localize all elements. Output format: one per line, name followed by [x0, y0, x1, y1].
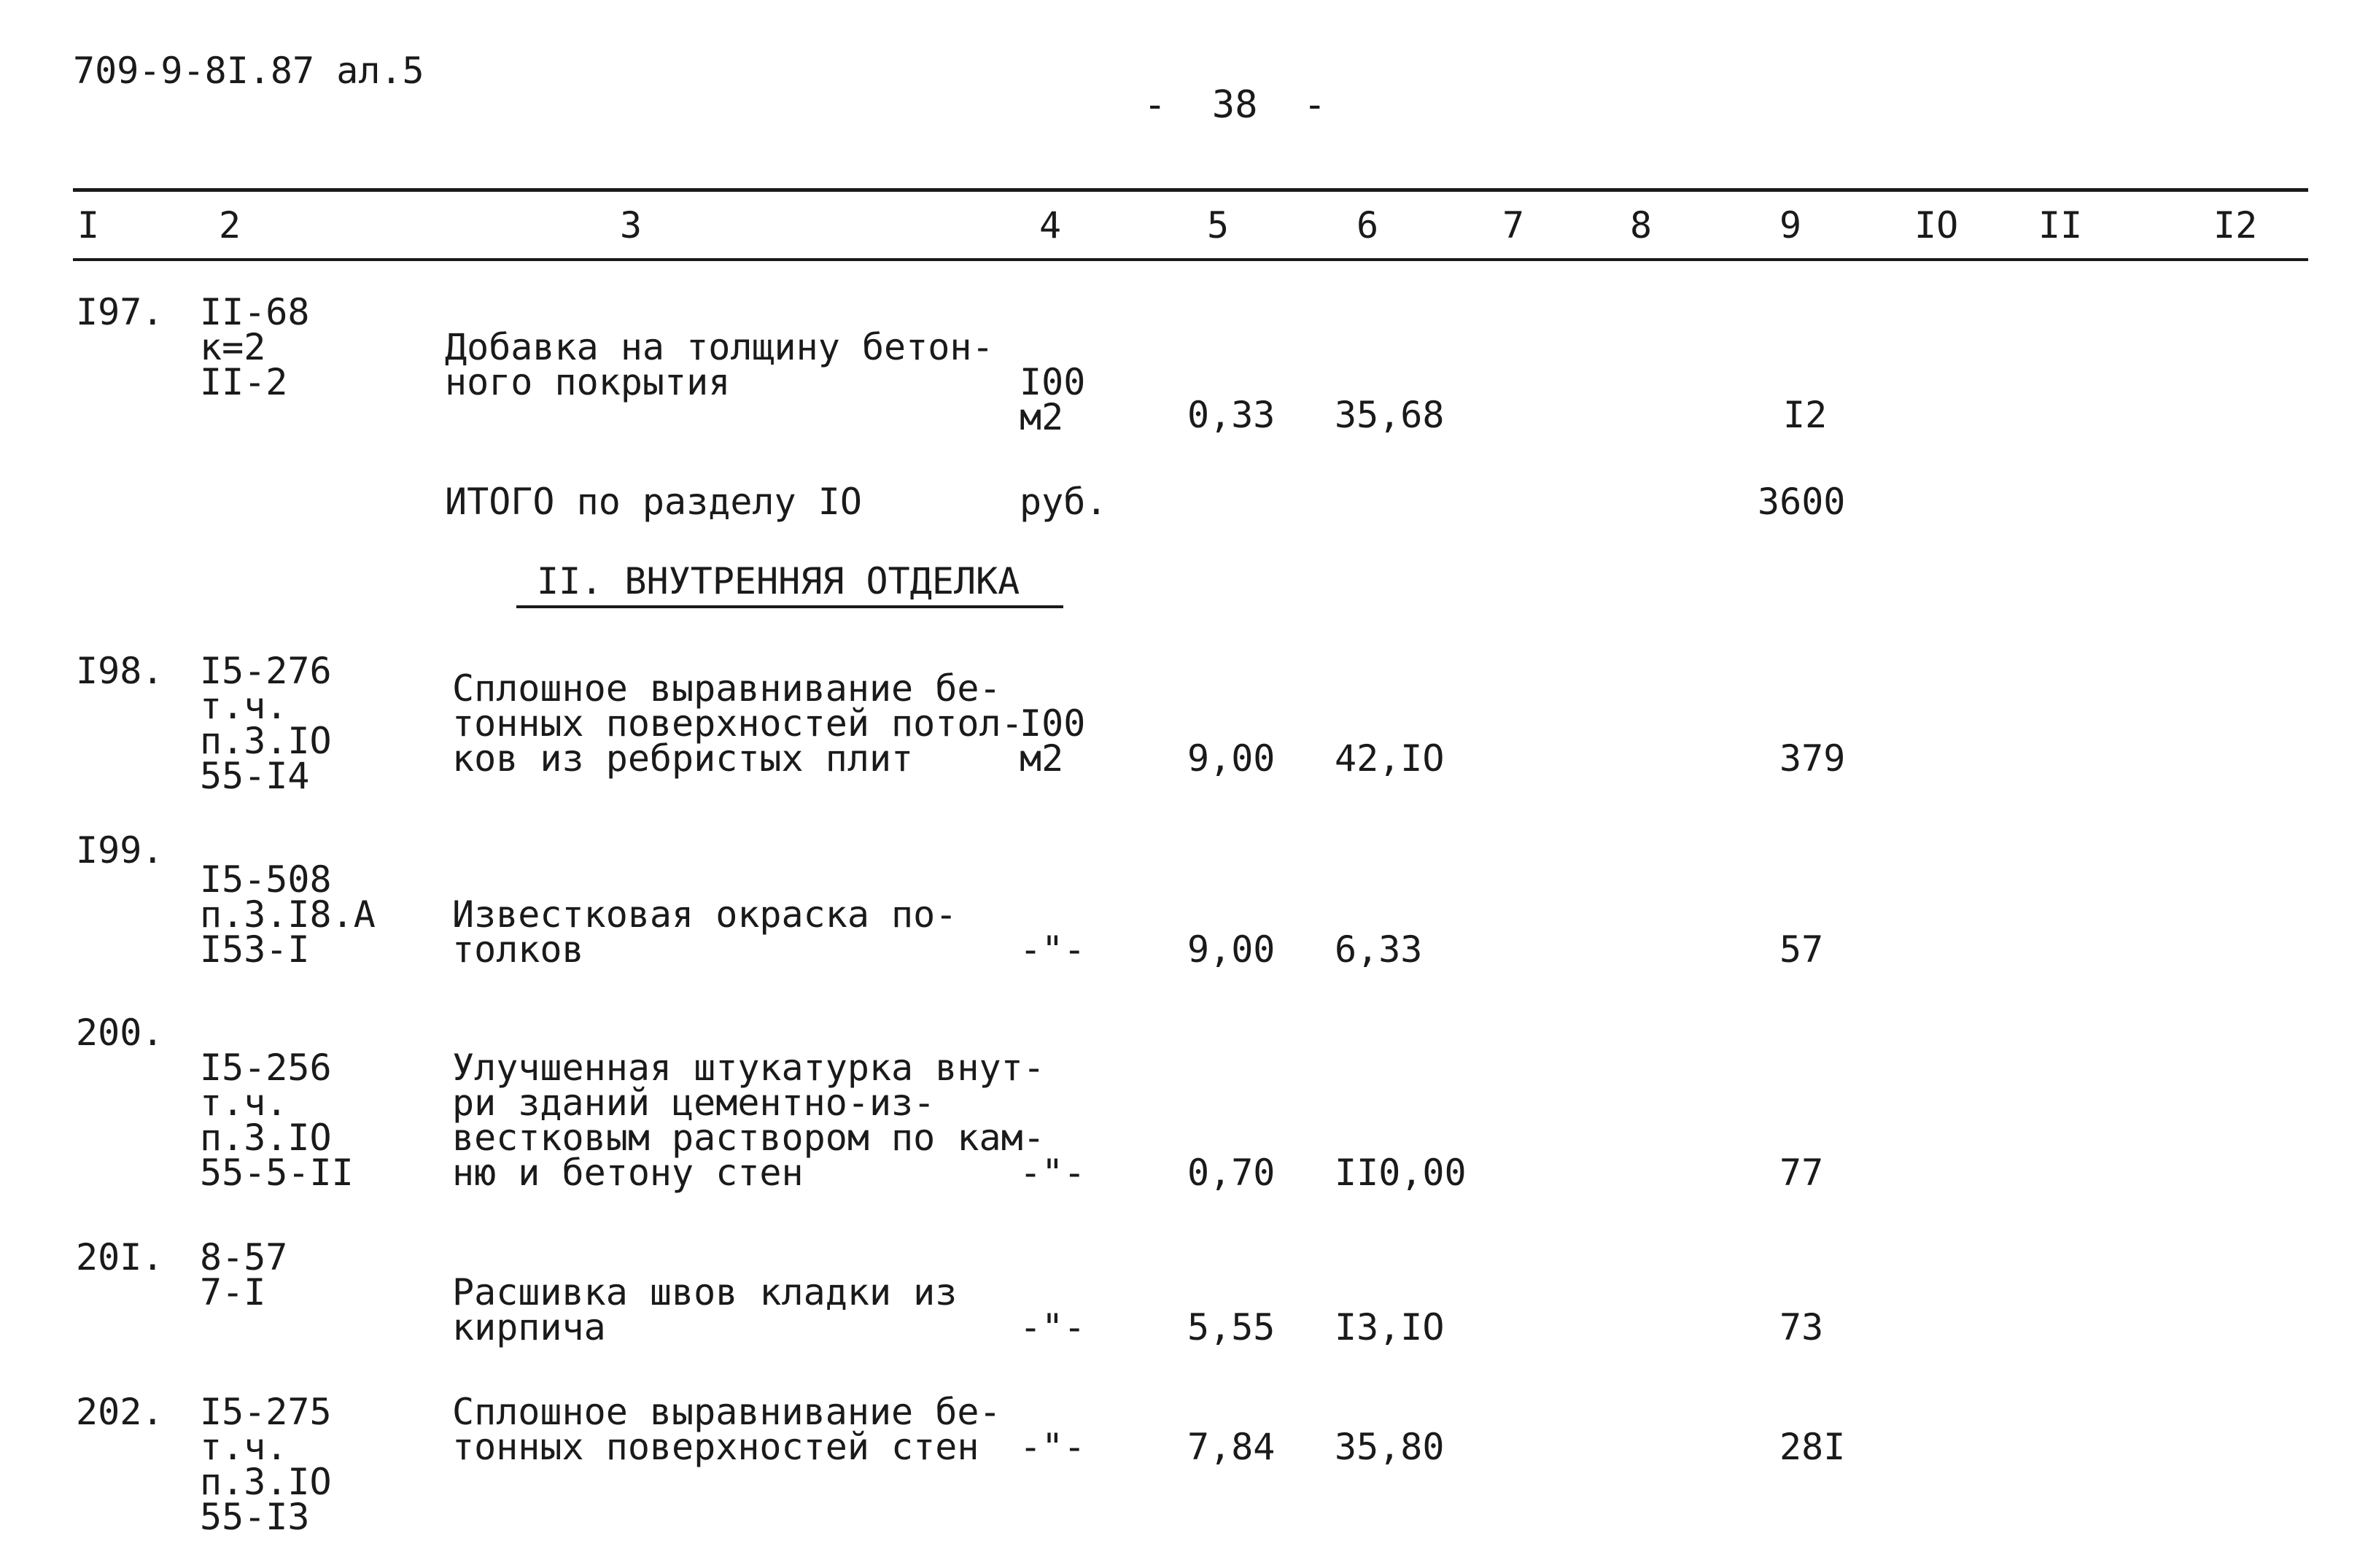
row-unit: -"- — [1020, 928, 1086, 971]
row-description: Известковая окраска по- толков — [452, 893, 958, 971]
row-code: 8-57 7-I — [200, 1236, 288, 1313]
row-code: I5-275 т.ч. п.3.IO 55-I3 — [200, 1391, 332, 1538]
row-unit-price: 6,33 — [1335, 928, 1423, 971]
row-unit: -"- — [1020, 1152, 1086, 1194]
row-number: I98. — [76, 650, 164, 692]
row-unit-price: 35,80 — [1335, 1426, 1445, 1468]
row-unit-price: 35,68 — [1335, 394, 1445, 436]
row-description: Сплошное выравнивание бе- тонных поверхностей стен — [452, 1391, 1001, 1468]
row-code: I5-276 т.ч. п.3.IO 55-I4 — [200, 650, 332, 797]
row-code: II-68 к=2 II-2 — [200, 291, 310, 403]
column-header: 9 — [1779, 204, 1802, 247]
row-description: Улучшенная штукатурка внут- ри зданий цементно-из- вестковым раствором по кам- ню и бетону стен — [452, 1047, 1045, 1194]
row-number: 20I. — [76, 1236, 164, 1278]
page-number: - 38 - — [1144, 83, 1327, 127]
row-unit: I00 м2 — [1020, 361, 1086, 438]
row-total: 28I — [1779, 1426, 1846, 1468]
row-quantity: 9,00 — [1187, 928, 1276, 971]
row-total: 3600 — [1758, 481, 1846, 523]
row-description: Расшивка швов кладки из кирпича — [452, 1271, 958, 1348]
column-header: IO — [1914, 204, 1959, 247]
row-quantity: 0,33 — [1187, 394, 1276, 436]
column-header: 2 — [219, 204, 241, 247]
row-unit: -"- — [1020, 1426, 1086, 1468]
column-header: 7 — [1502, 204, 1525, 247]
table-top-rule — [73, 188, 2308, 192]
column-header: 4 — [1039, 204, 1062, 247]
row-total: I2 — [1783, 394, 1828, 436]
row-number: I97. — [76, 291, 164, 333]
row-quantity: 9,00 — [1187, 737, 1276, 780]
row-number: 200. — [76, 1012, 164, 1054]
row-unit-price: 42,IO — [1335, 737, 1445, 780]
table-header-rule — [73, 258, 2308, 261]
row-description: Сплошное выравнивание бе- тонных поверхностей потол- ков из ребристых плит — [452, 667, 1023, 780]
row-number: I99. — [76, 829, 164, 872]
row-quantity: 7,84 — [1187, 1426, 1276, 1468]
row-code: I5-256 т.ч. п.3.IO 55-5-II — [200, 1047, 354, 1194]
row-total: 57 — [1779, 928, 1824, 971]
row-quantity: 0,70 — [1187, 1152, 1276, 1194]
row-quantity: 5,55 — [1187, 1306, 1276, 1348]
column-header: I2 — [2213, 204, 2258, 247]
row-total: 379 — [1779, 737, 1846, 780]
column-header: 8 — [1630, 204, 1653, 247]
column-header: 5 — [1207, 204, 1230, 247]
row-code: I5-508 п.3.I8.А I53-I — [200, 858, 376, 971]
row-description: ИТОГО по разделу IO — [445, 481, 862, 523]
column-header: 6 — [1356, 204, 1379, 247]
row-unit: руб. — [1020, 481, 1108, 523]
column-header: 3 — [620, 204, 643, 247]
row-total: 77 — [1779, 1152, 1824, 1194]
document-code: 709-9-8I.87 ал.5 — [73, 50, 424, 92]
row-unit: -"- — [1020, 1306, 1086, 1348]
row-unit: I00 м2 — [1020, 702, 1086, 780]
row-description: Добавка на толщину бетон- ного покрытия — [445, 326, 994, 403]
row-number: 202. — [76, 1391, 164, 1433]
section-title: II. ВНУТРЕННЯЯ ОТДЕЛКА — [516, 563, 1063, 608]
row-total: 73 — [1779, 1306, 1824, 1348]
row-unit-price: II0,00 — [1335, 1152, 1467, 1194]
column-header: II — [2038, 204, 2083, 247]
row-unit-price: I3,IO — [1335, 1306, 1445, 1348]
column-header: I — [77, 204, 100, 247]
